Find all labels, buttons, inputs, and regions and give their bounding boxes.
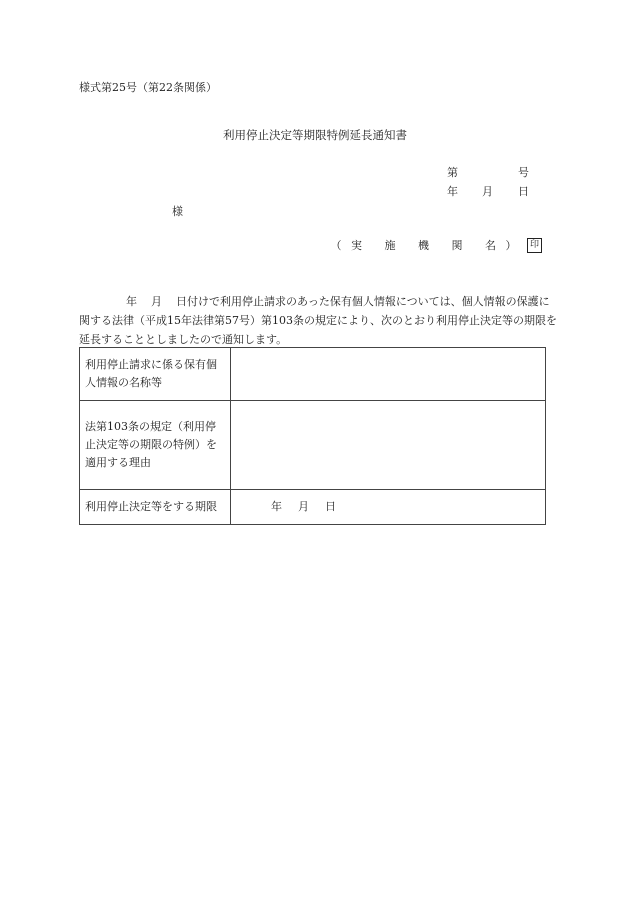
date-day: 日	[518, 185, 529, 198]
table-row	[80, 401, 546, 490]
body-year: 年	[126, 295, 137, 308]
deadline-month: 月	[298, 500, 309, 513]
date-year: 年	[447, 185, 458, 198]
body-paragraph	[79, 292, 559, 349]
deadline-value[interactable]	[231, 490, 546, 525]
row1-value[interactable]	[231, 348, 546, 401]
row1-label: 利用停止請求に係る保有個人情報の名称等	[80, 348, 231, 401]
form-number: 様式第25号（第22条関係）	[79, 81, 217, 94]
row2-label: 法第103条の規定（利用停止決定等の期限の特例）を適用する理由	[80, 401, 231, 490]
seal-mark: 印	[527, 238, 542, 253]
issuer-label: （実 施 機 関 名）	[330, 239, 526, 252]
date-month: 月	[482, 185, 493, 198]
info-table	[79, 347, 546, 525]
addressee-honorific: 様	[172, 205, 183, 218]
body-month: 月	[151, 295, 162, 308]
issuer-block	[331, 237, 543, 253]
body-text: 日付けで利用停止請求のあった保有個人情報については、個人情報の保護に関する法律（平成15年法律第57号）第103条の規定により、次のとおり利用停止決定等の期限を延長することとしましたので通知します。	[79, 295, 557, 346]
table-row	[80, 490, 546, 525]
table-row	[80, 348, 546, 401]
deadline-year: 年	[271, 500, 282, 513]
row2-value[interactable]	[231, 401, 546, 490]
deadline-day: 日	[325, 500, 336, 513]
number-suffix: 号	[518, 166, 529, 179]
row3-label: 利用停止決定等をする期限	[80, 490, 231, 525]
number-prefix: 第	[447, 166, 458, 179]
document-title: 利用停止決定等期限特例延長通知書	[223, 128, 407, 142]
